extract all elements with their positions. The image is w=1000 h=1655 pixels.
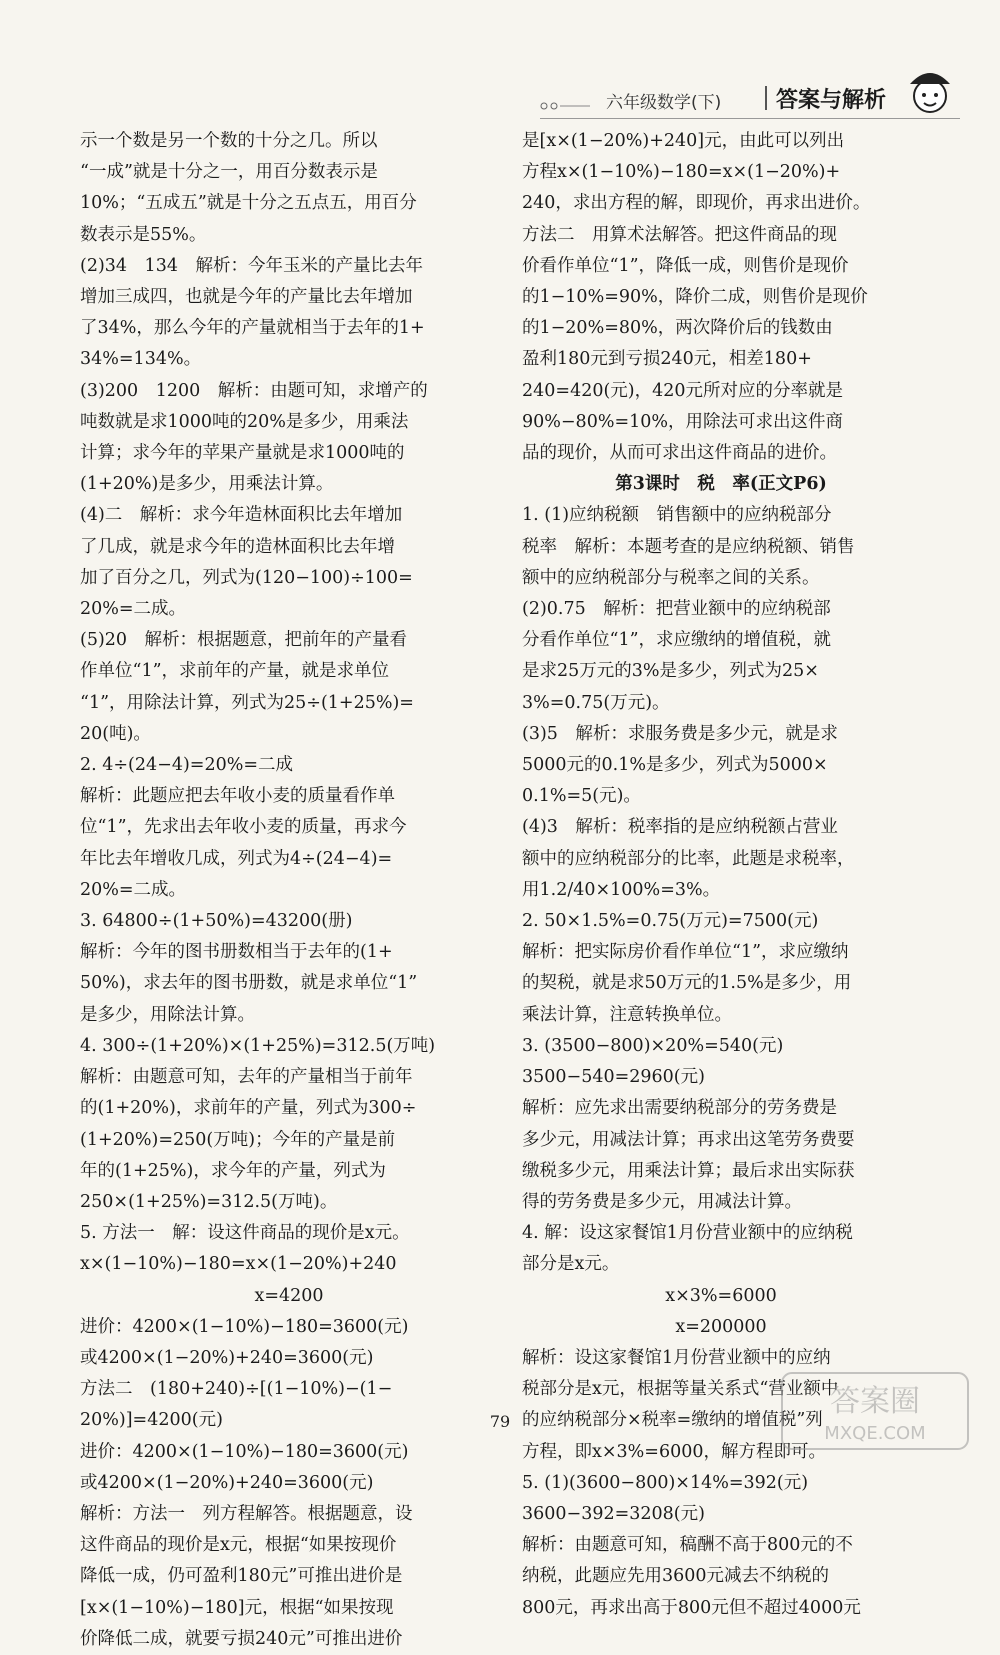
text-line: 方程x×(1−10%)−180=x×(1−20%)+ xyxy=(522,162,841,183)
decoration-dots-icon xyxy=(540,100,590,112)
text-line: 的应纳税部分×税率=缴纳的增值税”列 xyxy=(522,1410,823,1431)
text-line: 额中的应纳税部分的比率，此题是求税率， xyxy=(522,848,855,869)
text-line: 250×(1+25%)=312.5(万吨)。 xyxy=(80,1191,338,1212)
text-line: 3%=0.75(万元)。 xyxy=(522,692,670,713)
text-line: 20%)]=4200(元) xyxy=(80,1410,223,1431)
text-line: 4. 300÷(1+20%)×(1+25%)=312.5(万吨) xyxy=(80,1035,436,1056)
text-line: 示一个数是另一个数的十分之几。所以 xyxy=(80,131,378,151)
text-line: 5000元的0.1%是多少，列式为5000× xyxy=(522,755,828,776)
text-line: 方法二 用算术法解答。把这件商品的现 xyxy=(522,224,837,245)
header-divider xyxy=(765,86,767,110)
text-line: 3600−392=3208(元) xyxy=(522,1503,705,1524)
text-line: 税部分是x元，根据等量关系式“营业额中 xyxy=(522,1379,839,1400)
text-line: 2. 50×1.5%=0.75(万元)=7500(元) xyxy=(522,911,819,932)
text-line: 了几成，就是求今年的造林面积比去年增 xyxy=(80,536,395,557)
text-line: 1. (1)应纳税额 销售额中的应纳税部分 xyxy=(522,505,832,526)
text-line: 数表示是55%。 xyxy=(80,224,207,245)
text-line: 90%−80%=10%，用除法可求出这件商 xyxy=(522,411,844,432)
text-line: 盈利180元到亏损240元，相差180+ xyxy=(522,349,812,370)
text-line: 5. 方法一 解：设这件商品的现价是x元。 xyxy=(80,1223,410,1244)
text-line: 吨数就是求1000吨的20%是多少，用乘法 xyxy=(80,411,409,432)
page-header xyxy=(540,80,960,120)
text-line: 20(吨)。 xyxy=(80,723,151,744)
text-line: 3500−540=2960(元) xyxy=(522,1067,705,1088)
text-line: 240，求出方程的解，即现价，再求出进价。 xyxy=(522,193,871,214)
text-line: 方程，即x×3%=6000，解方程即可。 xyxy=(522,1441,826,1462)
svg-text:MXQE.COM: MXQE.COM xyxy=(824,1423,926,1444)
watermark-logo-icon xyxy=(780,1371,970,1451)
text-line: 解析：应先求出需要纳税部分的劳务费是 xyxy=(522,1098,837,1119)
text-line: 是[x×(1−20%)+240]元，由此可以列出 xyxy=(522,131,845,151)
text-line: “一成”就是十分之一，用百分数表示是 xyxy=(80,162,378,183)
text-line: 解析：方法一 列方程解答。根据题意，设 xyxy=(80,1503,413,1524)
text-line: 税率 解析：本题考查的是应纳税额、销售 xyxy=(522,536,855,557)
text-line: 用1.2/40×100%=3%。 xyxy=(522,879,721,900)
text-line: 得的劳务费是多少元，用减法计算。 xyxy=(522,1191,802,1212)
text-line: 10%；“五成五”就是十分之五点五，用百分 xyxy=(80,193,417,214)
text-line: 进价：4200×(1−10%)−180=3600(元) xyxy=(80,1316,409,1337)
text-line: 部分是x元。 xyxy=(522,1254,620,1275)
text-line: 分看作单位“1”，求应缴纳的增值税，就 xyxy=(522,630,832,651)
text-line: 2. 4÷(24−4)=20%=二成 xyxy=(80,755,293,776)
text-line: 年比去年增收几成，列式为4÷(24−4)= xyxy=(80,848,393,869)
text-line: 20%=二成。 xyxy=(80,879,187,900)
text-line: (3)5 解析：求服务费是多少元，就是求 xyxy=(522,723,838,744)
text-line: 位“1”，先求出去年收小麦的质量，再求今 xyxy=(80,817,407,838)
text-line: x=4200 xyxy=(254,1285,324,1306)
text-line: 50%)，求去年的图书册数，就是求单位“1” xyxy=(80,973,418,994)
text-line: 或4200×(1−20%)+240=3600(元) xyxy=(80,1472,374,1493)
text-line: 降低一成，仍可盈利180元”可推出进价是 xyxy=(80,1566,403,1587)
text-line: 计算；求今年的苹果产量就是求1000吨的 xyxy=(80,443,405,464)
text-line: x=200000 xyxy=(675,1316,767,1337)
text-line: 解析：今年的图书册数相当于去年的(1+ xyxy=(80,942,393,963)
text-line: (4)3 解析：税率指的是应纳税额占营业 xyxy=(522,817,838,838)
text-line: 解析：由题意可知，去年的产量相当于前年 xyxy=(80,1067,413,1088)
text-line: (2)34 134 解析：今年玉米的产量比去年 xyxy=(80,255,423,276)
text-line: (4)二 解析：求今年造林面积比去年增加 xyxy=(80,505,403,526)
text-line: 或4200×(1−20%)+240=3600(元) xyxy=(80,1347,374,1368)
text-line: 的(1+20%)，求前年的产量，列式为300÷ xyxy=(80,1098,417,1119)
text-line: 的1−20%=80%，两次降价后的钱数由 xyxy=(522,318,833,339)
svg-text:答案圈: 答案圈 xyxy=(830,1384,920,1419)
text-line: 20%=二成。 xyxy=(80,599,187,620)
text-line: “1”，用除法计算，列式为25÷(1+25%)= xyxy=(80,692,414,713)
text-line: 5. (1)(3600−800)×14%=392(元) xyxy=(522,1472,809,1493)
text-line: 3. 64800÷(1+50%)=43200(册) xyxy=(80,911,353,932)
header-title: 答案与解析 xyxy=(776,88,887,113)
text-line: 34%=134%。 xyxy=(80,349,202,370)
text-line: (1+20%)是多少，用乘法计算。 xyxy=(80,474,334,495)
text-line: 第3课时 税 率(正文P6) xyxy=(615,474,827,495)
text-line: 800元，再求出高于800元但不超过4000元 xyxy=(522,1597,861,1618)
text-line: 了34%，那么今年的产量就相当于去年的1+ xyxy=(80,318,425,339)
text-line: 是多少，用除法计算。 xyxy=(80,1004,255,1025)
text-line: 方法二 (180+240)÷[(1−10%)−(1− xyxy=(80,1379,393,1400)
text-line: x×(1−10%)−180=x×(1−20%)+240 xyxy=(80,1254,397,1275)
page-number: 79 xyxy=(489,1412,511,1431)
text-line: 解析：把实际房价看作单位“1”，求应缴纳 xyxy=(522,942,849,963)
text-line: 进价：4200×(1−10%)−180=3600(元) xyxy=(80,1441,409,1462)
text-line: 的契税，就是求50万元的1.5%是多少，用 xyxy=(522,973,852,994)
text-line: 额中的应纳税部分与税率之间的关系。 xyxy=(522,567,820,588)
text-line: x×3%=6000 xyxy=(665,1285,777,1306)
text-line: 品的现价，从而可求出这件商品的进价。 xyxy=(522,443,837,464)
text-line: 乘法计算，注意转换单位。 xyxy=(522,1004,732,1025)
text-line: (3)200 1200 解析：由题可知，求增产的 xyxy=(80,380,428,401)
text-line: 解析：此题应把去年收小麦的质量看作单 xyxy=(80,786,395,807)
header-rule xyxy=(540,118,960,119)
text-line: [x×(1−10%)−180]元，根据“如果按现 xyxy=(80,1597,394,1618)
text-line: 多少元，用减法计算；再求出这笔劳务费要 xyxy=(522,1129,855,1150)
text-line: 年的(1+25%)，求今年的产量，列式为 xyxy=(80,1160,386,1181)
text-line: 缴税多少元，用乘法计算；最后求出实际获 xyxy=(522,1160,855,1181)
text-line: 0.1%=5(元)。 xyxy=(522,786,641,807)
header-subtitle: 六年级数学(下) xyxy=(606,93,722,113)
text-line: (1+20%)=250(万吨)；今年的产量是前 xyxy=(80,1129,396,1150)
text-line: 价看作单位“1”，降低一成，则售价是现价 xyxy=(522,255,849,276)
text-line: 240=420(元)，420元所对应的分率就是 xyxy=(522,380,844,401)
text-line: 解析：设这家餐馆1月份营业额中的应纳 xyxy=(522,1347,831,1368)
text-line: (2)0.75 解析：把营业额中的应纳税部 xyxy=(522,599,831,620)
text-line: 4. 解：设这家餐馆1月份营业额中的应纳税 xyxy=(522,1223,853,1244)
text-line: 的1−10%=90%，降价二成，则售价是现价 xyxy=(522,287,868,308)
text-line: 解析：由题意可知，稿酬不高于800元的不 xyxy=(522,1535,853,1556)
text-line: 3. (3500−800)×20%=540(元) xyxy=(522,1035,784,1056)
text-line: (5)20 解析：根据题意，把前年的产量看 xyxy=(80,630,408,651)
text-line: 价降低二成，就要亏损240元”可推出进价 xyxy=(80,1628,403,1649)
text-line: 纳税，此题应先用3600元减去不纳税的 xyxy=(522,1566,830,1587)
text-line: 这件商品的现价是x元，根据“如果按现价 xyxy=(80,1535,397,1556)
text-line: 是求25万元的3%是多少，列式为25× xyxy=(522,661,819,682)
text-line: 增加三成四，也就是今年的产量比去年增加 xyxy=(80,287,413,308)
mascot-icon xyxy=(900,62,960,122)
text-line: 加了百分之几，列式为(120−100)÷100= xyxy=(80,567,413,588)
text-line: 作单位“1”，求前年的产量，就是求单位 xyxy=(80,661,390,682)
